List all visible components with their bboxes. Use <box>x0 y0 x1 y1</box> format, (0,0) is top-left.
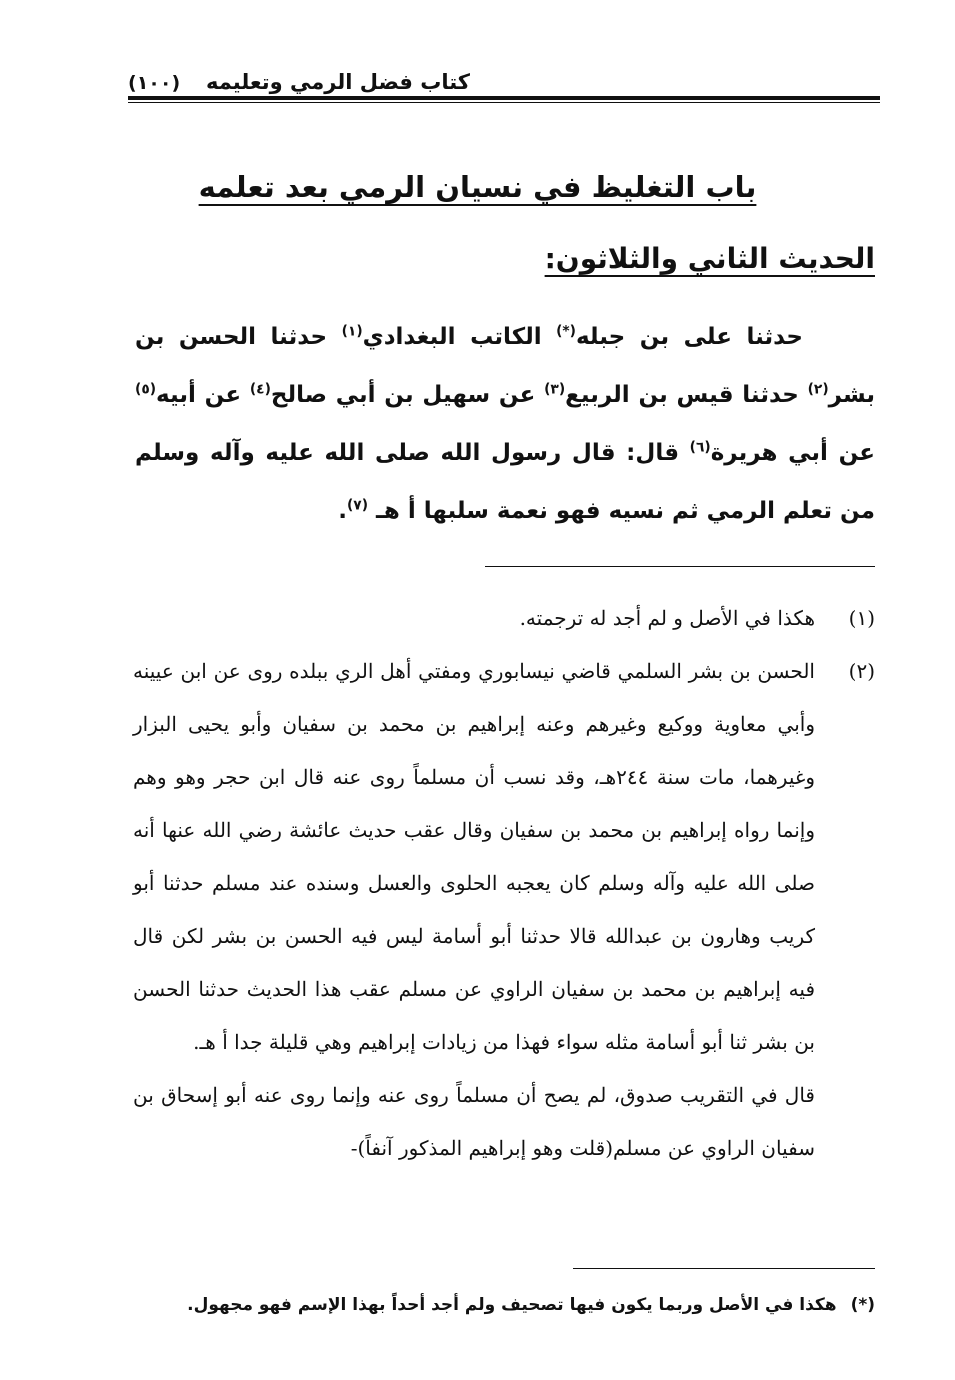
bottom-separator <box>573 1268 875 1269</box>
hadith-segment: حدثنا على بن جبله <box>575 324 803 350</box>
footnote-item <box>133 645 875 1175</box>
hadith-text <box>135 308 875 540</box>
footnote-marker: (٥) <box>135 381 157 398</box>
star-note-marker: (*) <box>850 1295 875 1315</box>
header-rule <box>128 96 880 100</box>
hadith-segment: . <box>338 498 347 524</box>
footnote-continuation: قال في التقريب صدوق، لم يصح أن مسلماً روى عنه وإنما روى عنه أبو إسحاق بن سفيان الراوي عن مسلم(قلت وهو إبراهيم المذكور آنفاً)- <box>133 1083 815 1160</box>
footnote-marker: (٧) <box>346 497 368 514</box>
star-note-text: هكذا في الأصل وربما يكون فيها تصحيف ولم أجد أحداً بهذا الإسم فهو مجهول. <box>187 1295 837 1315</box>
footnote-text: الحسن بن بشر السلمي قاضي نيسابوري ومفتي أهل الري ببلده روى عن ابن عيينه وأبي معاوية ووكيع وغيرهم وعنه إبراهيم بن محمد بن سفيان وأبو يحيى البزار وغيرهما، مات سنة ٢٤٤هـ، وقد نسب أن مسلماً روى عنه قال ابن حجر وهو وهم وإنما رواه إبراهيم بن محمد بن سفيان وقال عقب حديث عائشة رضي الله عنها أنه صلى الله عليه وآله وسلم كان يعجبه الحلوى والعسل وسنده عند مسلم حدثنا أبو كريب وهارون بن عبدالله قالا حدثنا أبو أسامة ليس فيه الحسن بن بشر لكن قال فيه إبراهيم بن محمد بن سفيان الراوي عن مسلم عقب هذا الحديث حدثنا الحسن بن بشر ثنا أبو أسامة مثله سواء فهذا من زيادات إبراهيم وهي قليلة جدا أ هـ. <box>133 659 815 1054</box>
hadith-segment: حدثنا الحسن بن بشر <box>135 324 875 408</box>
footnote-marker: (١) <box>341 323 363 340</box>
footnote-item <box>133 592 875 645</box>
running-title: كتاب فضل الرمي وتعليمه <box>205 70 470 94</box>
footnote-marker: (٢) <box>807 381 829 398</box>
star-note <box>133 1290 875 1320</box>
footnote-marker: (٤) <box>249 381 271 398</box>
footnote-text: هكذا في الأصل و لم أجد له ترجمته. <box>519 606 815 630</box>
hadith-segment: الكاتب البغدادي <box>362 324 557 350</box>
footnote-number: (٢) <box>848 659 875 683</box>
chapter-title: باب التغليظ في نسيان الرمي بعد تعلمه <box>198 170 757 204</box>
footnotes <box>133 592 875 1175</box>
footnote-marker: (*) <box>556 323 576 340</box>
footnote-number: (١) <box>848 606 875 630</box>
hadith-segment: عن أبي هريرة <box>710 440 875 466</box>
page-number: (١٠٠) <box>128 72 181 94</box>
footnote-separator <box>485 566 875 567</box>
footnote-marker: (٣) <box>544 381 566 398</box>
running-header <box>128 66 880 106</box>
hadith-segment: عن سهيل بن أبي صالح <box>270 382 545 408</box>
hadith-segment: حدثنا قيس بن الربيع <box>565 382 808 408</box>
hadith-segment: عن أبيه <box>156 382 250 408</box>
hadith-segment: قال: قال رسول الله صلى الله عليه وآله وسلم من تعلم الرمي ثم نسيه فهو نعمة سلبها أ هـ <box>135 440 875 524</box>
footnote-marker: (٦) <box>689 439 711 456</box>
header-rule-thin <box>128 102 880 103</box>
hadith-heading: الحديث الثاني والثلاثون: <box>544 242 875 275</box>
